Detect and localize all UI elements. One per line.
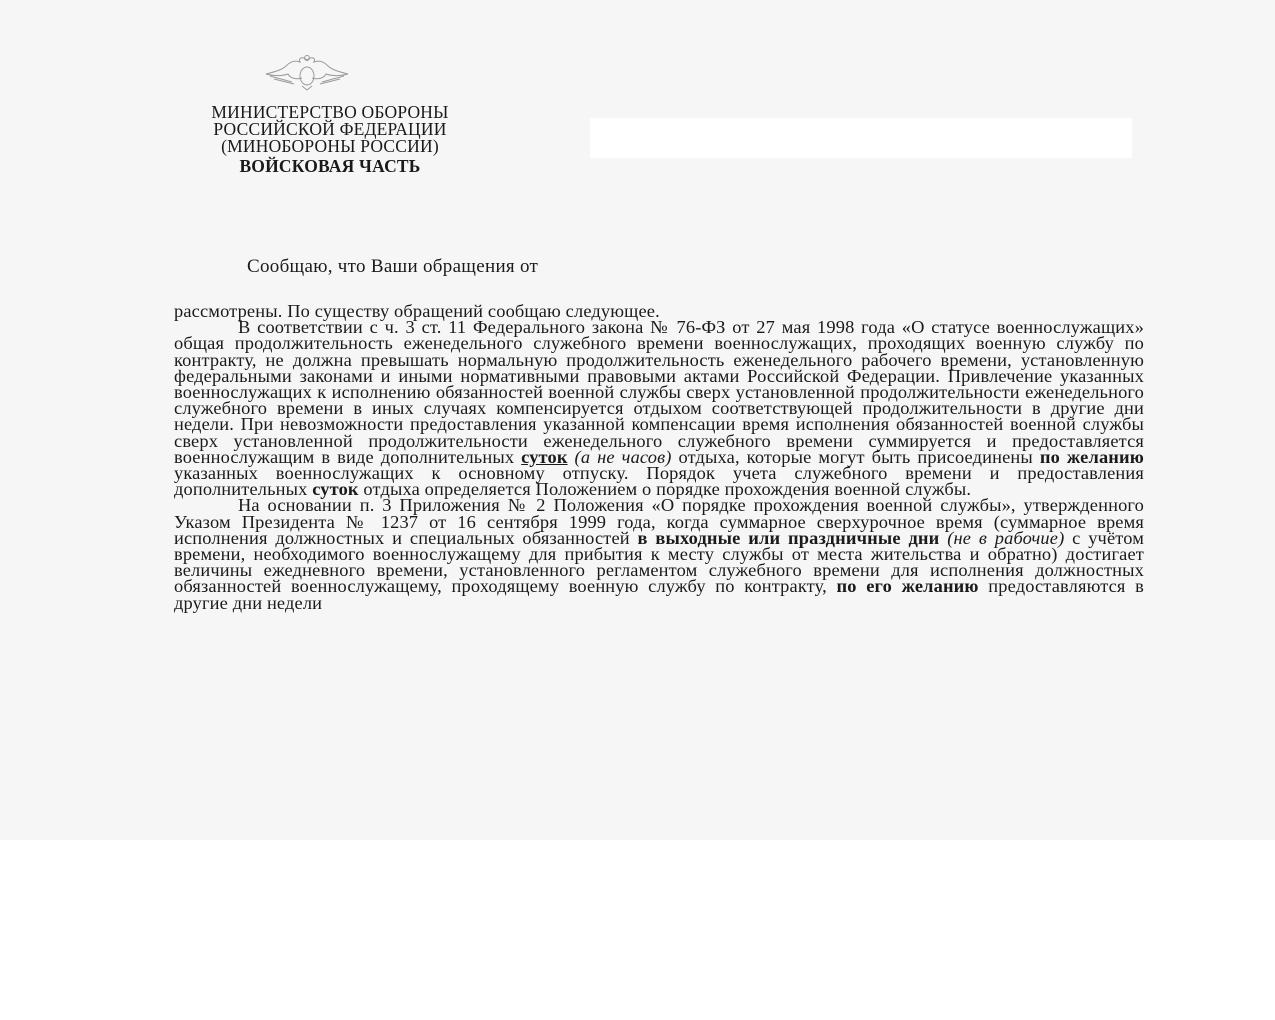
emphasis-sutok: суток xyxy=(521,446,568,467)
emphasis-holidays: в выходные или праздничные дни xyxy=(637,527,940,548)
sender-block xyxy=(150,104,510,175)
emphasis-po-ego-zhelaniyu: по его желанию xyxy=(836,576,979,597)
text-run: с учётом времени, необходимого военнослужащему для прибытия к месту службы от места жительства и обратно) достигает величины ежедневного времени, установленного регламентом служебного времени для исполнения должностных обязанностей военнослужащему, проходящему военную службу по контракту, xyxy=(174,527,1144,597)
text-run: предоставляются в другие дни недели xyxy=(174,576,1145,613)
emphasis-sutok-2: суток xyxy=(312,479,359,500)
org-name-line1: МИНИСТЕРСТВО ОБОРОНЫ xyxy=(211,102,449,122)
redacted-area xyxy=(590,118,1132,158)
intro-line: Сообщаю, что Ваши обращения от xyxy=(247,256,539,277)
letter-body xyxy=(174,303,1144,611)
paragraph-3 xyxy=(174,495,1145,613)
org-name-line2: РОССИЙСКОЙ ФЕДЕРАЦИИ xyxy=(213,119,447,139)
text-run: В соответствии с ч. 3 ст. 11 Федерального закона № 76-ФЗ от 27 мая 1998 года «О статусе военнослужащих» общая продолжительность еженедельного служебного времени военнослужащих, проходящих военную службу по контракту, не должна превышать нормальную продолжительность еженедельного рабочего времени, установленную федеральными законами и иными нормативными правовыми актами Российской Федерации. Привлечение указанных военнослужащих к исполнению обязанностей военной службы сверх установленной продолжительности еженедельного служебного времени в иных случаях компенсируется отдыхом соответствующей продолжительности в другие дни недели. При невозможности предоставления указанной компенсации время исполнения обязанностей военной службы сверх установленной продолжительности еженедельного служебного времени суммируется и предоставляется военнослужащим в виде дополнительных xyxy=(174,317,1144,467)
text-run: указанных военнослужащих к основному отпуску. Порядок учета служебного времени и предоставления дополнительных xyxy=(174,463,1144,500)
double-headed-eagle-icon xyxy=(262,52,352,92)
org-name-line3: (МИНОБОРОНЫ РОССИИ) xyxy=(221,136,439,156)
italic-note: (а не часов) xyxy=(574,446,672,467)
text-run: На основании п. 3 Приложения № 2 Положения «О порядке прохождения военной службы», утвержденного Указом Президента № 1237 от 16 сентября 1999 года, когда суммарное сверхурочное время (суммарное время исполнения должностных и специальных обязанностей xyxy=(174,495,1144,548)
italic-note-2: (не в рабочие) xyxy=(947,527,1065,548)
military-unit-label: ВОЙСКОВАЯ ЧАСТЬ xyxy=(239,156,421,176)
paragraph-1: рассмотрены. По существу обращений сообщаю следующее. xyxy=(174,301,660,321)
text-run: отдыха определяется Положением о порядке прохождения военной службы. xyxy=(363,479,972,500)
emphasis-po-zhelaniyu: по желанию xyxy=(1039,446,1144,467)
paragraph-2 xyxy=(174,317,1144,500)
text-run: отдыха, которые могут быть присоединены xyxy=(678,446,1033,467)
